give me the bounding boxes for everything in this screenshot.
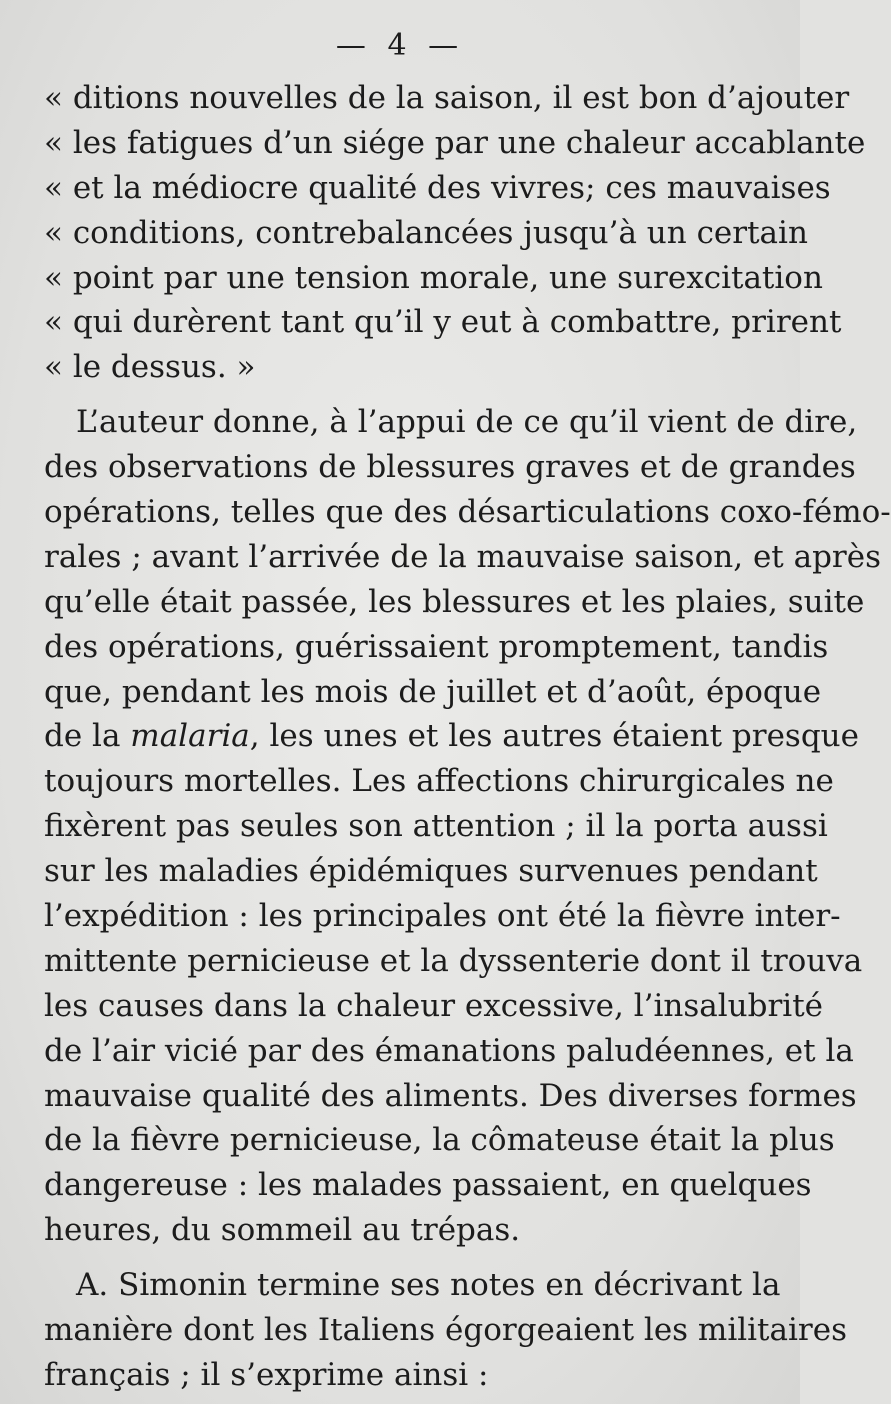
text-line: opérations, telles que des désarticulations coxo-fémo- — [44, 494, 891, 531]
text-line: français ; il s’exprime ainsi : — [44, 1356, 489, 1393]
text-line: L’auteur donne, à l’appui de ce qu’il vient de dire, — [76, 404, 858, 441]
paragraph-simonin — [44, 1263, 847, 1398]
text-line: fixèrent pas seules son attention ; il la porta aussi — [44, 808, 828, 845]
body-text — [44, 76, 891, 1398]
paragraph-author-observations — [44, 400, 891, 1253]
text-line: mittente pernicieuse et la dyssenterie dont il trouva — [44, 942, 863, 979]
text-line: toujours mortelles. Les affections chirurgicales ne — [44, 763, 834, 800]
text-line: que, pendant les mois de juillet et d’août, époque — [44, 673, 822, 710]
text-line: qu’elle était passée, les blessures et les plaies, suite — [44, 583, 865, 620]
italic-word: malaria — [130, 718, 250, 755]
text-line: des observations de blessures graves et de grandes — [44, 449, 856, 486]
text-line: dangereuse : les malades passaient, en quelques — [44, 1167, 812, 1204]
text-line: « et la médiocre qualité des vivres; ces mauvaises — [44, 169, 831, 206]
text-line: l’expédition : les principales ont été la fièvre inter- — [44, 898, 841, 935]
paragraph-quote-continuation — [44, 76, 866, 390]
text-line: les causes dans la chaleur excessive, l’insalubrité — [44, 987, 823, 1024]
text-line: manière dont les Italiens égorgeaient les militaires — [44, 1312, 847, 1349]
text-line: « ditions nouvelles de la saison, il est bon d’ajouter — [44, 80, 850, 116]
text-line: « les fatigues d’un siége par une chaleur accablante — [44, 124, 866, 161]
page-number: — 4 — — [335, 28, 465, 63]
text-line: mauvaise qualité des aliments. Des diverses formes — [44, 1077, 857, 1114]
text-line: heures, du sommeil au trépas. — [44, 1212, 521, 1249]
text-line: de l’air vicié par des émanations paludéennes, et la — [44, 1032, 854, 1069]
text-line: sur les maladies épidémiques survenues pendant — [44, 853, 818, 890]
text-line: « point par une tension morale, une surexcitation — [44, 259, 823, 296]
text-line: « conditions, contrebalancées jusqu’à un certain — [44, 214, 808, 251]
text-line-malaria: de la malaria, les unes et les autres étaient presque — [44, 718, 859, 755]
text-line: « qui durèrent tant qu’il y eut à combattre, prirent — [44, 304, 842, 341]
text-line: A. Simonin termine ses notes en décrivant la — [76, 1267, 781, 1304]
text-line: de la fièvre pernicieuse, la cômateuse était la plus — [44, 1122, 835, 1159]
text-line: des opérations, guérissaient promptement, tandis — [44, 628, 829, 665]
text-line: rales ; avant l’arrivée de la mauvaise saison, et après — [44, 538, 881, 575]
text-line: « le dessus. » — [44, 349, 256, 386]
